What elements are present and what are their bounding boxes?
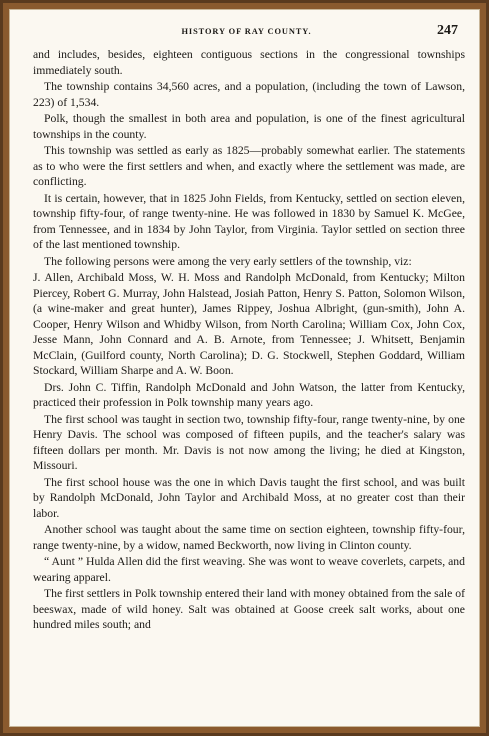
paragraph: This township was settled as early as 1825—probably somewhat earlier. The statements as to who were the first settlers and when, and exactly where the settlement was made, are conflicting.: [33, 144, 465, 188]
paragraph: J. Allen, Archibald Moss, W. H. Moss and Randolph McDonald, from Kentucky; Milton Piercey, Robert G. Murray, John Halstead, Josiah Patton, Henry S. Patton, Solomon Wilson, (a wine-maker and great hunter), James Rippey, Joshua Albright, (gun-smith), John A. Cooper, Henry Wilson and Whidby Wilson, from North Carolina; William Cox, John Cox, Jesse Mann, John Connard and A. B. Arnote, from Tennessee; J. Whitsett, Benjamin McClain, (Guilford county, North Carolina); D. G. Stockwell, Stephen Goddard, William Stockard, William Sharpe and A. W. Boon.: [33, 271, 465, 377]
paragraph: The following persons were among the very early settlers of the township, viz:: [44, 254, 412, 268]
paragraph: The first settlers in Polk township entered their land with money obtained from the sale of beeswax, made of wild honey. Salt was obtained at Goose creek salt works, about one hundred miles south; and: [33, 587, 465, 631]
page-body: [33, 47, 465, 634]
paragraph: Another school was taught about the same time on section eighteen, township fifty-four, range twenty-nine, by a widow, named Beckworth, now living in Clinton county.: [33, 523, 465, 552]
page-number: 247: [437, 23, 458, 38]
page-header: [33, 23, 460, 43]
paragraph: and includes, besides, eighteen contiguous sections in the congressional townships immediately south.: [33, 48, 465, 77]
paragraph: The first school was taught in section two, township fifty-four, range twenty-nine, by one Henry Davis. The school was composed of fifteen pupils, and the teacher's salary was fifteen dollars per month. Mr. Davis is not now among the living; he died at Kingston, Missouri.: [33, 412, 465, 472]
paragraph: The township contains 34,560 acres, and a population, (including the town of Lawson, 223) of 1,534.: [33, 80, 465, 109]
paragraph: The first school house was the one in which Davis taught the first school, and was built by Randolph McDonald, John Taylor and Archibald Moss, at no greater cost than their labor.: [33, 475, 465, 520]
paragraph: It is certain, however, that in 1825 John Fields, from Kentucky, settled on section eleven, township fifty-four, of range twenty-nine. He was followed in 1830 by Samuel K. McGee, from Tennessee, and in 1834 by John Taylor, from Virginia. Taylor settled on section three of the last mentioned township.: [33, 191, 465, 251]
paragraph: Drs. John C. Tiffin, Randolph McDonald and John Watson, the latter from Kentucky, practiced their profession in Polk township many years ago.: [33, 380, 465, 409]
paragraph: Polk, though the smallest in both area and population, is one of the finest agricultural townships in the county.: [33, 112, 465, 141]
paragraph: “ Aunt ” Hulda Allen did the first weaving. She was wont to weave coverlets, carpets, and wearing apparel.: [33, 555, 465, 584]
running-head: HISTORY OF RAY COUNTY.: [181, 27, 312, 36]
book-page: [9, 9, 480, 727]
